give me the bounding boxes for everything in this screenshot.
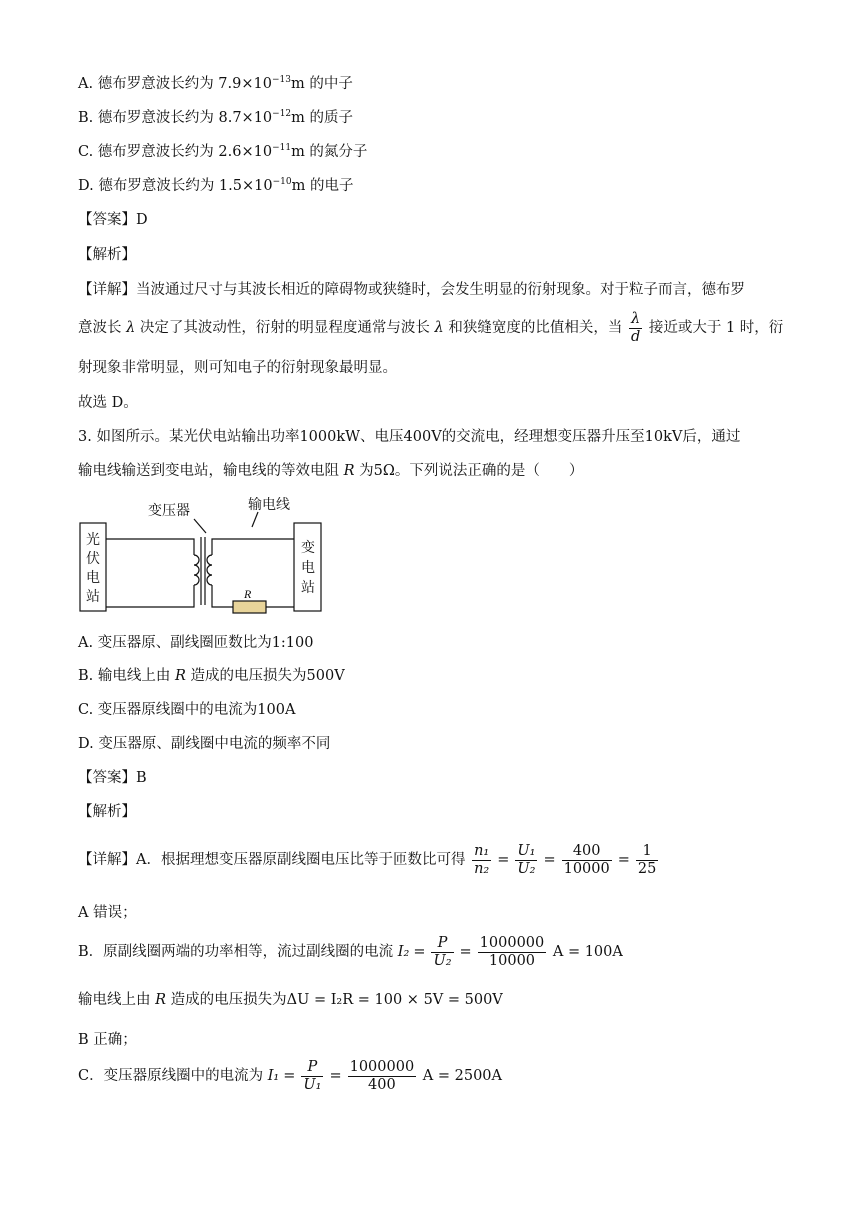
fraction-denominator: d [630,328,641,345]
option-a-text: 德布罗意波长约为 7.9×10 [97,76,272,92]
transmission-line-label: 输电线 [248,498,290,513]
value-fraction [562,843,612,878]
lambda-over-d-fraction [629,311,642,346]
primary-coil [194,555,199,585]
fraction-denominator: n₂ [474,860,490,877]
option-c-text: 德布罗意波长约为 2.6×10 [97,144,273,160]
fraction-denominator: 10000 [478,952,547,970]
voltage-ratio-fraction [515,843,537,878]
option-d [78,176,353,196]
q3-detail-b-loss [78,990,503,1010]
resistance-symbol: R [155,992,167,1008]
q3-detail-c-result: A = 2500A [422,1068,503,1084]
option-c-label: C. [78,144,94,160]
transformer-label: 变压器 [148,504,190,519]
q2-detail-text: 和狭缝宽度的比值相关，当 [448,320,623,336]
q3-detail-c-text: C．变压器原线圈中的电流为 [78,1068,264,1084]
option-b-unit: m 的质子 [291,110,354,126]
option-b [78,108,353,128]
fraction-numerator: 1000000 [479,934,545,951]
fraction-numerator: U₁ [517,842,536,859]
q3-stem-text: 输电线输送到变电站，输电线的等效电阻 [78,463,339,479]
q3-option-c: C. 变压器原线圈中的电流为100A [78,702,296,718]
option-b-text: 德布罗意波长约为 8.7×10 [97,110,273,126]
fraction-numerator: P [307,1058,318,1075]
substation-char-3: 站 [301,581,315,596]
fraction-denominator: U₂ [433,952,452,969]
q2-detail-line1: 【详解】当波通过尺寸与其波长相近的障碍物或狭缝时，会发生明显的衍射现象。对于粒子而言，德布罗 [78,282,745,298]
fraction-numerator: λ [631,310,641,327]
fraction-denominator: 400 [348,1076,417,1094]
option-c-exponent: −11 [272,143,292,153]
power-over-voltage-fraction [301,1059,323,1094]
option-a [78,74,353,94]
q3-detail-a-text: 【详解】A．根据理想变压器原副线圈电压比等于匝数比可得 [78,852,466,868]
q2-analysis-heading: 【解析】 [78,247,136,263]
secondary-coil [207,555,212,585]
circuit-diagram [76,497,326,617]
result-fraction [636,843,658,878]
q3-detail-b-text: B．原副线圈两端的功率相等，流过副线圈的电流 [78,944,394,960]
q3-detail-b-loss-text: 造成的电压损失为 [170,992,287,1008]
q2-detail-line3: 射现象非常明显，则可知电子的衍射现象最明显。 [78,360,397,376]
current-symbol: I₁ [267,1068,280,1084]
pv-char-1: 光 [86,533,100,548]
resistance-symbol: R [174,668,186,684]
q3-stem-line1: 3. 如图所示。某光伏电站输出功率1000kW、电压400V的交流电，经理想变压器升压至10kV后，通过 [78,429,741,445]
fraction-numerator: 400 [572,842,601,859]
option-c-unit: m 的氮分子 [291,144,368,160]
option-d-label: D. [78,178,94,194]
q2-conclusion: 故选 D。 [78,395,138,411]
option-a-unit: m 的中子 [290,76,353,92]
q3-analysis-heading: 【解析】 [78,804,136,820]
value-fraction [348,1059,417,1094]
lambda-symbol: λ [126,320,136,336]
turns-ratio-fraction [472,843,491,878]
fraction-denominator: 10000 [563,860,610,877]
q3-option-b [78,666,345,686]
option-d-exponent: −10 [272,177,292,187]
q3-option-b-text: B. 输电线上由 [78,668,171,684]
q2-answer: 【答案】D [78,212,148,228]
power-over-voltage-fraction [431,935,453,970]
q3-detail-b-verdict: B 正确； [78,1032,137,1048]
option-b-exponent: −12 [272,109,292,119]
option-b-label: B. [78,110,94,126]
fraction-denominator: U₁ [303,1076,322,1093]
q3-option-d: D. 变压器原、副线圈中电流的频率不同 [78,736,331,752]
q3-option-b-text: 造成的电压损失为500V [190,668,345,684]
q3-detail-b-loss-text: 输电线上由 [78,992,151,1008]
fraction-denominator: 25 [637,860,657,877]
fraction-numerator: 1 [642,842,652,859]
q2-detail-text: 意波长 [78,320,122,336]
option-c [78,142,367,162]
q2-detail-text: 决定了其波动性，衍射的明显程度通常与波长 [139,320,430,336]
fraction-denominator: U₂ [517,860,536,877]
q3-detail-a: 【详解】A．根据理想变压器原副线圈电压比等于匝数比可得 $\frac{\text{n₁}}{\text{n₂}}$ = $\frac{\text{U₁}}{\text{U₂}}$ = $\frac{400}{10000}$ = $\frac{1}{25}$ [78,842,657,877]
resistor-label: R [244,587,252,601]
q2-detail-text: 接近或大于 1 时，衍 [648,320,784,336]
q3-detail-b: B．原副线圈两端的功率相等，流过副线圈的电流 I₂ = $\frac{P}{\text{U₂}}$ = $\frac{1000000}{10000}$ A = 100A [78,934,623,969]
q2-detail-line2 [78,310,783,346]
substation-char-2: 电 [301,561,315,576]
value-fraction [478,935,547,970]
option-a-exponent: −13 [271,75,291,85]
pv-char-2: 伏 [86,552,100,567]
q3-answer: 【答案】B [78,770,147,786]
fraction-numerator: 1000000 [349,1058,415,1075]
option-d-unit: m 的电子 [291,178,354,194]
option-d-text: 德布罗意波长约为 1.5×10 [98,178,273,194]
q3-stem-text: 为5Ω。下列说法正确的是（ ） [359,463,584,479]
fraction-numerator: n₁ [474,842,490,859]
q3-option-a: A. 变压器原、副线圈匝数比为1:100 [78,635,314,651]
current-symbol: I₂ [397,944,410,960]
lambda-symbol: λ [434,320,444,336]
pv-char-3: 电 [86,571,100,586]
pv-char-4: 站 [86,590,100,605]
resistor [233,601,266,613]
voltage-loss-equation: ΔU = I₂R = 100 × 5V = 500V [286,992,503,1008]
q3-detail-a-verdict: A 错误； [78,905,137,921]
q3-detail-b-result: A = 100A [552,944,623,960]
fraction-numerator: P [437,934,448,951]
resistance-symbol: R [343,463,355,479]
q3-stem-line2 [78,461,583,481]
q3-detail-c: C．变压器原线圈中的电流为 I₁ = $\frac{P}{\text{U₁}}$ = $\frac{1000000}{400}$ A = 2500A [78,1058,503,1093]
substation-char-1: 变 [301,541,315,556]
option-a-label: A. [78,76,94,92]
